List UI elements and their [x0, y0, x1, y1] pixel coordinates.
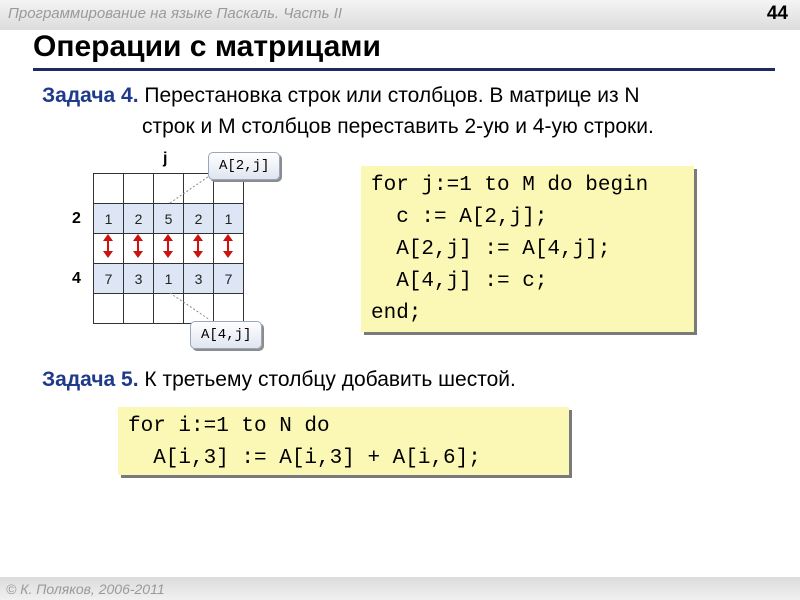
matrix-cell-row4: 7 [94, 264, 124, 294]
code-line: for i:=1 to N do [128, 415, 330, 438]
task5-text: К третьему столбцу добавить шестой. [144, 368, 516, 391]
swap-arrow-icon [193, 234, 203, 258]
row-label-4: 4 [72, 270, 81, 287]
course-title: Программирование на языке Паскаль. Часть II [8, 5, 343, 22]
copyright-text: © К. Поляков, 2006-2011 [6, 581, 165, 597]
row-label-2: 2 [72, 210, 81, 227]
footer-bar [0, 577, 800, 600]
swap-arrow-icon [163, 234, 173, 258]
task4-line2: строк и M столбцов переставить 2-ую и 4-ую строки. [142, 115, 654, 138]
task5-label: Задача 5. [42, 368, 139, 391]
matrix-cell-row4: 3 [124, 264, 154, 294]
task4-text1: Перестановка строк или столбцов. В матрице из N [144, 84, 640, 107]
page-number: 44 [766, 3, 788, 24]
matrix-cell-row2: 1 [214, 204, 244, 234]
matrix-cell-row2: 5 [154, 204, 184, 234]
callout-a2j: A[2,j] [208, 152, 280, 180]
swap-arrow-icon [133, 234, 143, 258]
swap-arrow-icon [103, 234, 113, 258]
code-line: c := A[2,j]; [371, 206, 548, 229]
matrix-cell-row2: 1 [94, 204, 124, 234]
task4-label: Задача 4. [42, 84, 139, 107]
matrix-cell-row4: 3 [184, 264, 214, 294]
callout-bottom-connector [170, 293, 210, 320]
code-block-task4 [361, 166, 694, 332]
matrix-cell-row2: 2 [184, 204, 214, 234]
code-block-task5 [118, 407, 569, 475]
code-line: for j:=1 to M do begin [371, 174, 649, 197]
task5-line [42, 368, 516, 392]
slide-title: Операции с матрицами [33, 30, 381, 63]
code-line: A[i,3] := A[i,3] + A[i,6]; [128, 447, 481, 470]
matrix-cell-row4: 1 [154, 264, 184, 294]
swap-arrow-icon [223, 234, 233, 258]
column-label-j: j [163, 150, 168, 167]
callout-a4j: A[4,j] [190, 321, 262, 349]
code-line: A[2,j] := A[4,j]; [371, 238, 611, 261]
matrix-cell-row2: 2 [124, 204, 154, 234]
code-line: end; [371, 302, 422, 325]
matrix-cell-row4: 7 [214, 264, 244, 294]
code-line: A[4,j] := c; [371, 270, 548, 293]
